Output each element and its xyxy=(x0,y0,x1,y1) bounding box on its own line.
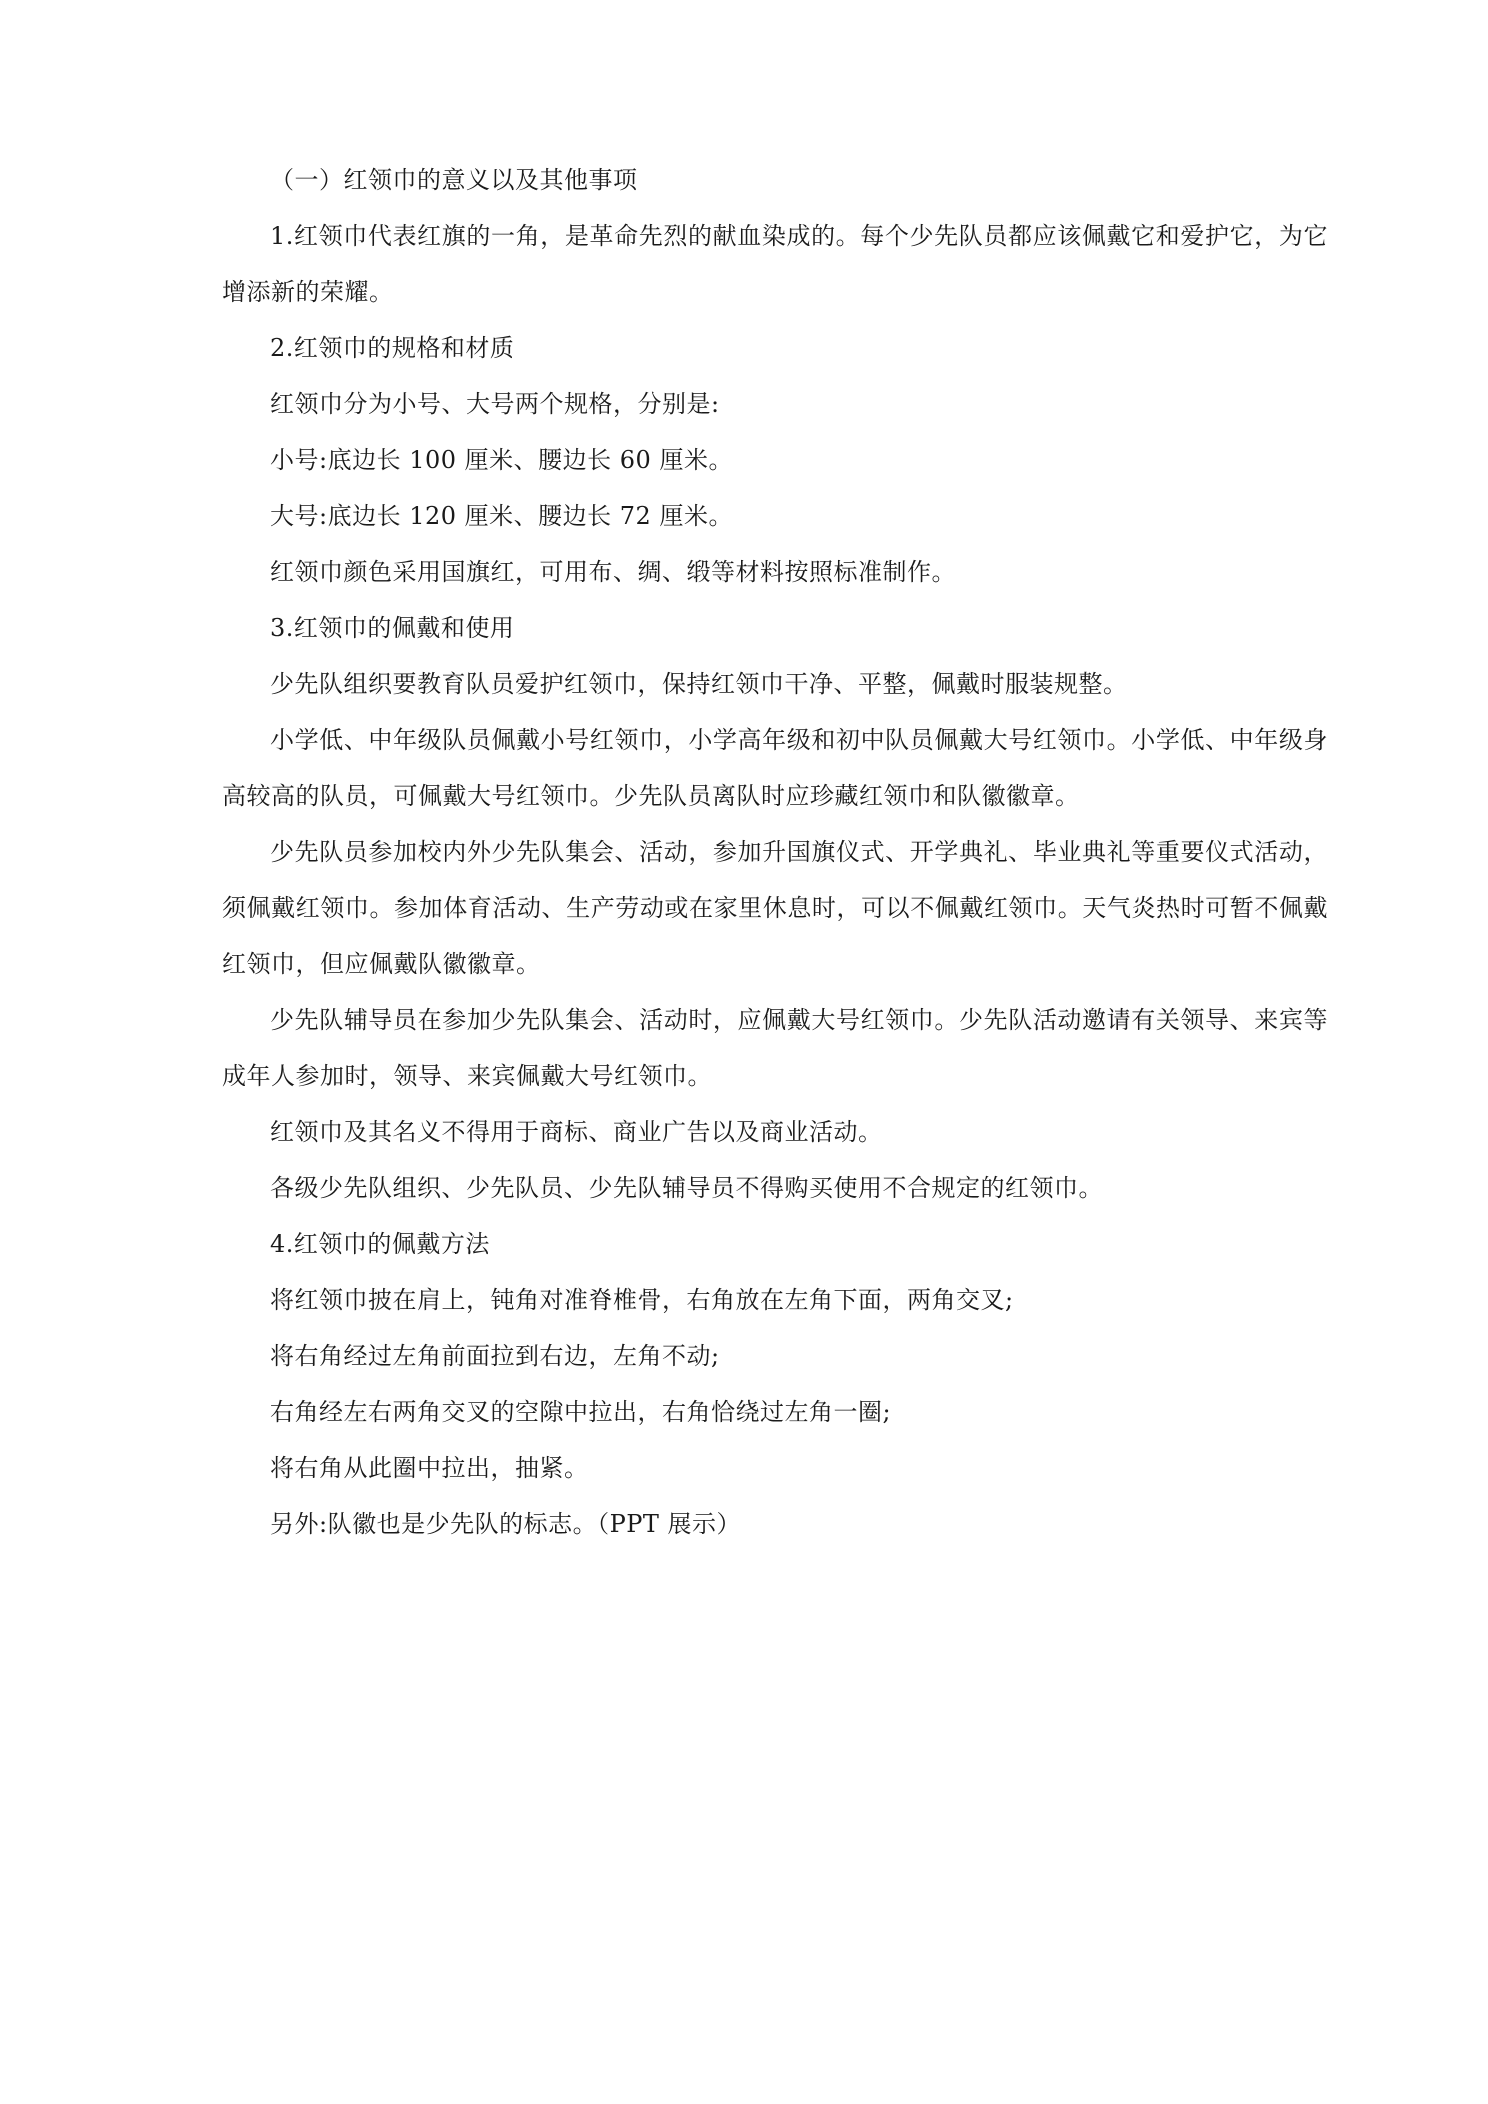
paragraph: 另外:队徽也是少先队的标志。（PPT 展示） xyxy=(270,1510,742,1538)
paragraph: 少先队组织要教育队员爱护红领巾，保持红领巾干净、平整，佩戴时服装规整。 xyxy=(270,670,1128,698)
paragraph: 各级少先队组织、少先队员、少先队辅导员不得购买使用不合规定的红领巾。 xyxy=(270,1174,1103,1202)
document-body xyxy=(222,152,1328,1552)
paragraph: 大号:底边长 120 厘米、腰边长 72 厘米。 xyxy=(270,502,733,530)
subheading: 3.红领巾的佩戴和使用 xyxy=(270,614,515,642)
step-item: 将红领巾披在肩上，钝角对准脊椎骨，右角放在左角下面，两角交叉; xyxy=(270,1286,1014,1314)
subheading: 4.红领巾的佩戴方法 xyxy=(270,1230,490,1258)
section-heading: （一）红领巾的意义以及其他事项 xyxy=(270,166,638,194)
paragraph: 红领巾分为小号、大号两个规格，分别是: xyxy=(270,390,720,418)
paragraph: 少先队辅导员在参加少先队集会、活动时，应佩戴大号红领巾。少先队活动邀请有关领导、来宾等成年人参加时，领导、来宾佩戴大号红领巾。 xyxy=(222,1006,1328,1090)
paragraph: 红领巾颜色采用国旗红，可用布、绸、缎等材料按照标准制作。 xyxy=(270,558,956,586)
paragraph: 红领巾及其名义不得用于商标、商业广告以及商业活动。 xyxy=(270,1118,883,1146)
step-item: 右角经左右两角交叉的空隙中拉出，右角恰绕过左角一圈; xyxy=(270,1398,892,1426)
step-item: 将右角从此圈中拉出，抽紧。 xyxy=(270,1454,589,1482)
paragraph: 小号:底边长 100 厘米、腰边长 60 厘米。 xyxy=(270,446,733,474)
step-item: 将右角经过左角前面拉到右边，左角不动; xyxy=(270,1342,720,1370)
paragraph: 小学低、中年级队员佩戴小号红领巾，小学高年级和初中队员佩戴大号红领巾。小学低、中年级身高较高的队员，可佩戴大号红领巾。少先队员离队时应珍藏红领巾和队徽徽章。 xyxy=(222,726,1328,810)
subheading: 2.红领巾的规格和材质 xyxy=(270,334,515,362)
paragraph: 少先队员参加校内外少先队集会、活动，参加升国旗仪式、开学典礼、毕业典礼等重要仪式活动，须佩戴红领巾。参加体育活动、生产劳动或在家里休息时，可以不佩戴红领巾。天气炎热时可暂不佩戴红领巾，但应佩戴队徽徽章。 xyxy=(222,838,1328,978)
paragraph: 1.红领巾代表红旗的一角，是革命先烈的献血染成的。每个少先队员都应该佩戴它和爱护它，为它增添新的荣耀。 xyxy=(222,222,1328,306)
